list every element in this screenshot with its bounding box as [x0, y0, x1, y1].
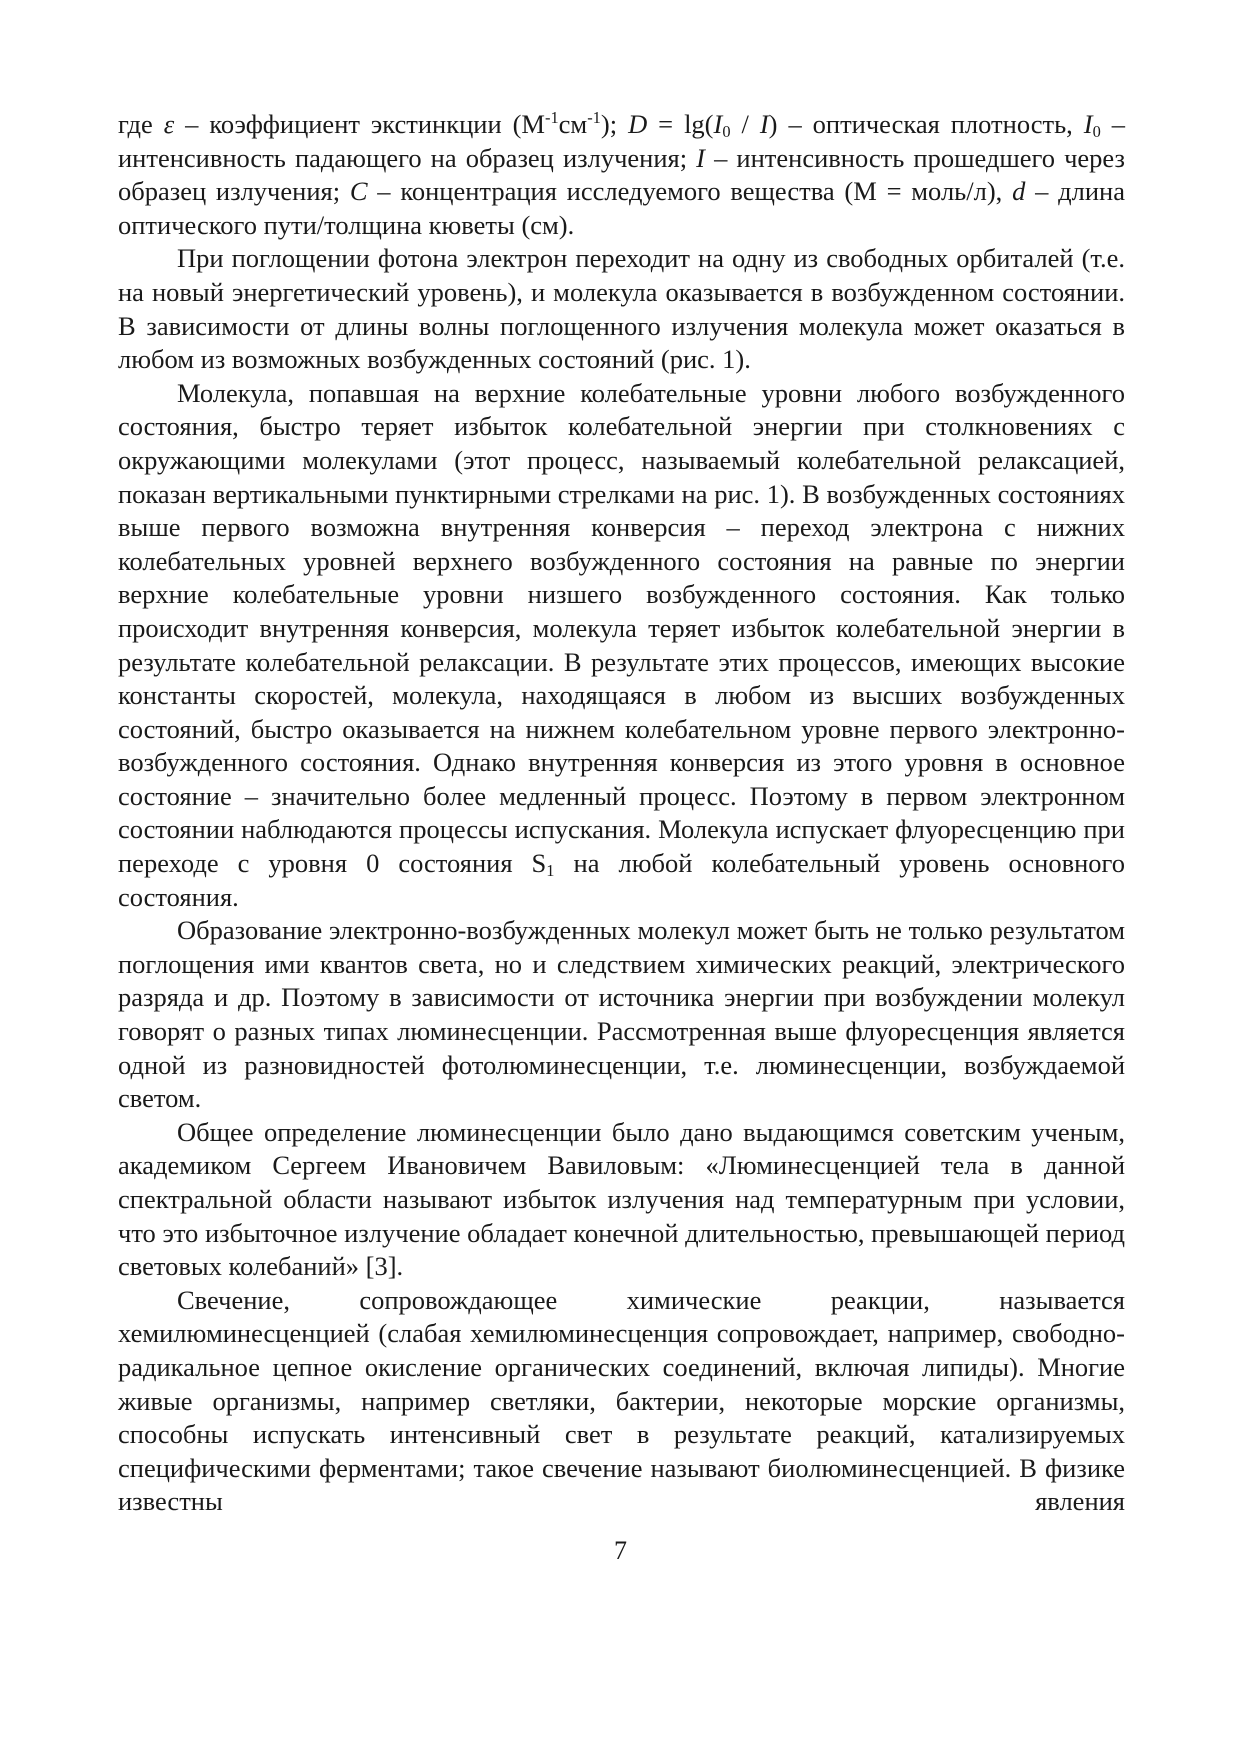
superscript: -1: [587, 107, 601, 127]
subscript: 0: [722, 122, 731, 142]
text-run: – коэффициент экстинкции (М: [174, 109, 545, 139]
text-run: где: [118, 109, 164, 139]
paragraph-formula-legend: [118, 108, 1125, 242]
paragraph-chemiluminescence: Свечение, сопровождающее химические реакции, называется хемилюминесценцией (слабая хемилюминесценция сопровождает, например, свободно-радикальное цепное окисление органических соединений, включая липиды). Многие живые организмы, например светляки, бактерии, некоторые морские организмы, способны испускать интенсивный свет в результате реакций, катализируемых специфическими ферментами; такое свечение называют биолюминесценцией. В физике известны явления: [118, 1284, 1125, 1517]
text-run: – интенсивность прошедшего через образец излучения;: [118, 142, 1125, 207]
text-run: – длина оптического пути/толщина кюветы (см).: [118, 176, 1125, 240]
symbol-I: I: [696, 142, 705, 173]
paragraph-luminescence-types: Образование электронно-возбужденных молекул может быть не только результатом поглощения ими квантов света, но и следствием химических реакций, электрического разряда и др. Поэтому в зависимости от источника энергии при возбуждении молекул говорят о разных типах люминесценции. Рассмотренная выше флуоресценция является одной из разновидностей фотолюминесценции, т.е. люминесценции, возбуждаемой светом.: [118, 915, 1125, 1114]
symbol-I: I: [1083, 109, 1093, 139]
text-run: см: [558, 109, 588, 139]
text-run: Молекула, попавшая на верхние колебательные уровни любого возбужденного состояния, быстро теряет избыток колебательной энергии при столкновениях с окружающими молекулами (этот процесс, называемый колебательной релаксацией, показан вертикальными пунктирными стрелками на рис. 1). В возбужденных состояниях выше первого возможна внутренняя конверсия – переход электрона с нижних колебательных уровней верхнего возбужденного состояния на равные по энергии верхние колебательные уровни низшего возбужденного состояния. Как только происходит внутренняя конверсия, молекула теряет избыток колебательной энергии в результате колебательной релаксации. В результате этих процессов, имеющих высокие константы скоростей, молекула, находящаяся в любом из высших возбужденных состояний, быстро оказывается на нижнем колебательном уровне первого электронно-возбужденного состояния. Однако внутренняя конверсия из этого уровня в основное состояние – значительно более медленный процесс. Поэтому в первом электронном состоянии наблюдаются процессы испускания. Молекула испускает флуоресценцию при переходе с уровня 0 состояния S: [118, 377, 1125, 879]
symbol-epsilon: ε: [163, 109, 175, 139]
subscript: 1: [546, 861, 555, 881]
text-run: – интенсивность падающего на образец излучения;: [118, 109, 1126, 173]
symbol-I: I: [759, 109, 769, 139]
symbol-D: D: [628, 109, 648, 139]
paragraph-vavilov-definition: Общее определение люминесценции было дано выдающимся советским ученым, академиком Сергеем Ивановичем Вавиловым: «Люминесценцией тела в данной спектральной области называют избыток излучения над температурным при условии, что это избыточное излучение обладает конечной длительностью, превышающей период световых колебаний» [3].: [118, 1116, 1125, 1282]
text-run: /: [730, 109, 760, 139]
symbol-C: C: [349, 176, 368, 207]
symbol-I: I: [713, 109, 723, 139]
text-run: );: [600, 109, 629, 139]
text-run: на любой колебательный уровень основного состояния.: [118, 848, 1125, 912]
symbol-d: d: [1012, 176, 1026, 207]
paragraph-photon-absorption: При поглощении фотона электрон переходит на одну из свободных орбиталей (т.е. на новый энергетический уровень), и молекула оказывается в возбужденном состоянии. В зависимости от длины волны поглощенного излучения молекула может оказаться в любом из возможных возбужденных состояний (рис. 1).: [118, 243, 1125, 375]
subscript: 0: [1092, 122, 1101, 142]
page-number: 7: [614, 1536, 627, 1565]
text-run: ) – оптическая плотность,: [768, 109, 1084, 139]
superscript: -1: [544, 107, 559, 127]
text-run: = lg(: [647, 109, 714, 139]
paragraph-relaxation: [118, 377, 1125, 915]
text-run: – концентрация исследуемого вещества (М = моль/л),: [367, 176, 1013, 207]
page-body: [118, 108, 1125, 1519]
